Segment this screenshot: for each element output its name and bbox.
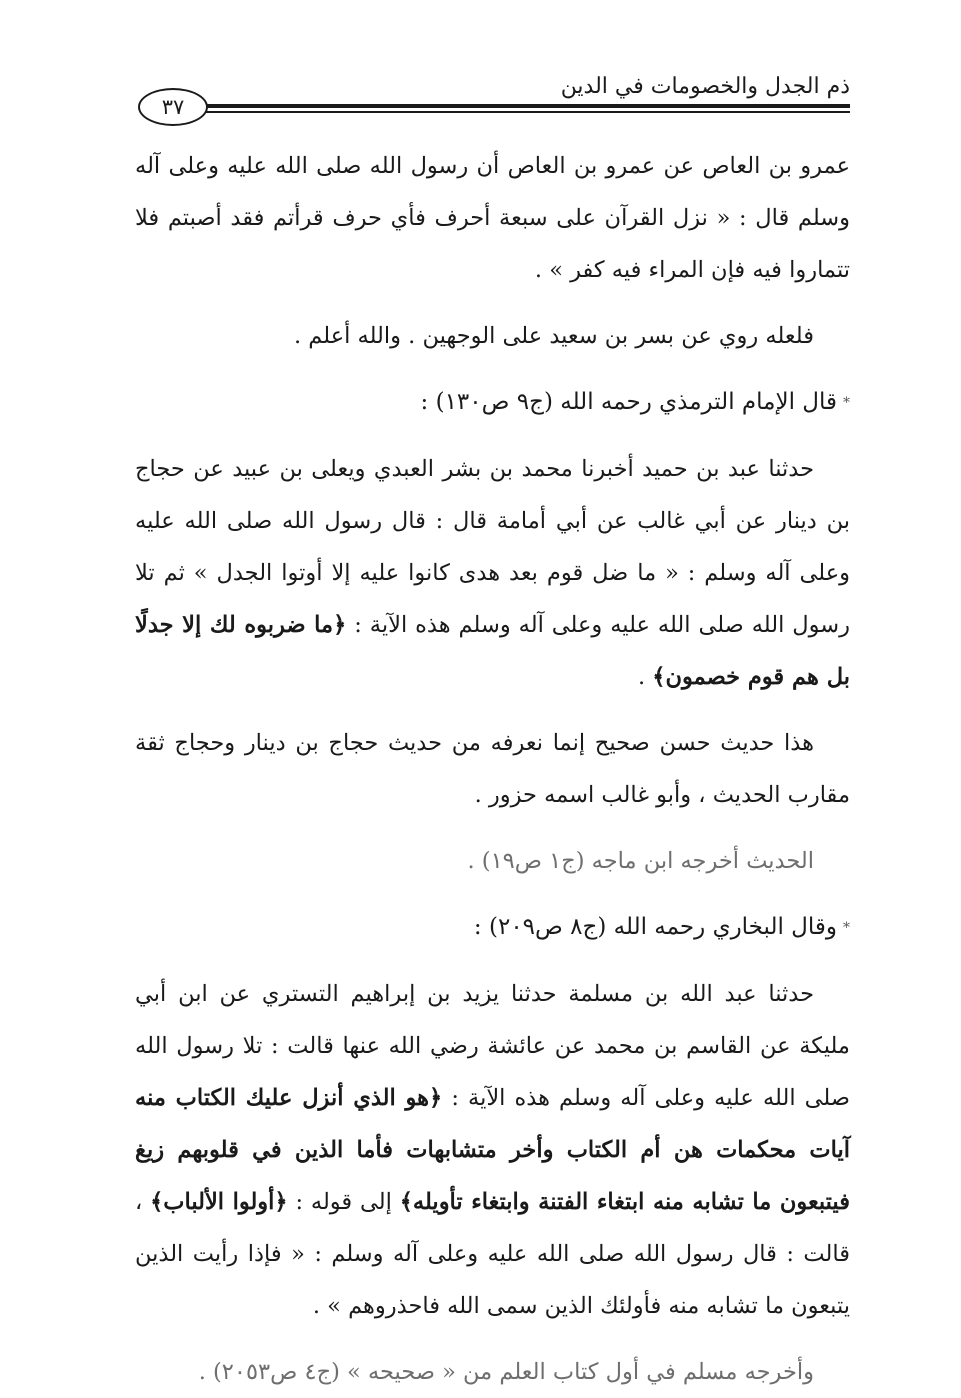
paragraph-6	[135, 968, 850, 1332]
page-body	[135, 140, 850, 1398]
section-heading-tirmidhi	[135, 376, 850, 429]
hadith-text-end: ، قالت : قال رسول الله صلى الله عليه وعلى آله وسلم : « فإذا رأيت الذين يتبعون ما تشابه منه فأولئك الذين سمى الله فاحذروهم » .	[135, 1189, 850, 1319]
paragraph-1: عمرو بن العاص عن عمرو بن العاص أن رسول الله صلى الله عليه وعلى آله وسلم قال : « نزل القرآن على سبعة أحرف فأي حرف قرأتم فقد أصبتم فلا تتماروا فيه فإن المراء فيه كفر » .	[135, 153, 850, 283]
paragraph-4: هذا حديث حسن صحيح إنما نعرفه من حديث حجاج بن دينار وحجاج ثقة مقارب الحديث ، وأبو غالب اسمه حزور .	[135, 730, 850, 808]
header-rule-thick	[198, 104, 850, 108]
section-heading-bukhari	[135, 901, 850, 954]
book-title: ذم الجدل والخصومات في الدين	[560, 74, 850, 99]
star-marker: *	[843, 395, 850, 411]
hadith-text: حدثنا عبد الله بن مسلمة حدثنا يزيد بن إبراهيم التستري عن ابن أبي مليكة عن القاسم بن محمد عن عائشة رضي الله عنها قالت : تلا رسول الله صلى الله عليه وعلى آله وسلم هذه الآية :	[135, 981, 850, 1111]
punctuation: .	[637, 664, 653, 690]
heading-text: وقال البخاري رحمه الله (ج٨ ص٢٠٩) :	[473, 914, 837, 940]
star-marker: *	[843, 920, 850, 936]
quran-verse-end: ﴿أولوا الألباب﴾	[150, 1189, 288, 1215]
header-rule-thin	[198, 111, 850, 113]
paragraph-2: فلعله روي عن بسر بن سعيد على الوجهين . والله أعلم .	[293, 323, 814, 349]
paragraph-7: وأخرجه مسلم في أول كتاب العلم من « صحيحه » (ج٤ ص٢٠٥٣) .	[198, 1359, 814, 1385]
hadith-text: حدثنا عبد بن حميد أخبرنا محمد بن بشر العبدي ويعلى بن عبيد عن حجاج بن دينار عن أبي غالب عن أبي أمامة قال : قال رسول الله صلى الله عليه وعلى آله وسلم : « ما ضل قوم بعد هدى كانوا عليه إلا أوتوا الجدل » ثم تلا رسول الله صلى الله عليه وعلى آله وسلم هذه الآية :	[135, 456, 850, 638]
quran-verse: ﴿ما ضربوه لك إلا جدلًا بل هم قوم خصمون﴾	[135, 612, 850, 690]
page-header	[138, 66, 850, 126]
quran-verse: ﴿هو الذي أنزل عليك الكتاب منه آيات محكمات هن أم الكتاب وأخر متشابهات فأما الذين في قلوبهم زيغ فيتبعون ما تشابه منه ابتغاء الفتنة وابتغاء تأويله﴾	[135, 1085, 850, 1215]
connector-text: إلى قوله :	[287, 1189, 400, 1215]
heading-text: قال الإمام الترمذي رحمه الله (ج٩ ص١٣٠) :	[420, 389, 837, 415]
paragraph-5: الحديث أخرجه ابن ماجه (ج١ ص١٩) .	[467, 848, 814, 874]
paragraph-3	[135, 443, 850, 703]
page-number: ٣٧	[138, 88, 208, 126]
